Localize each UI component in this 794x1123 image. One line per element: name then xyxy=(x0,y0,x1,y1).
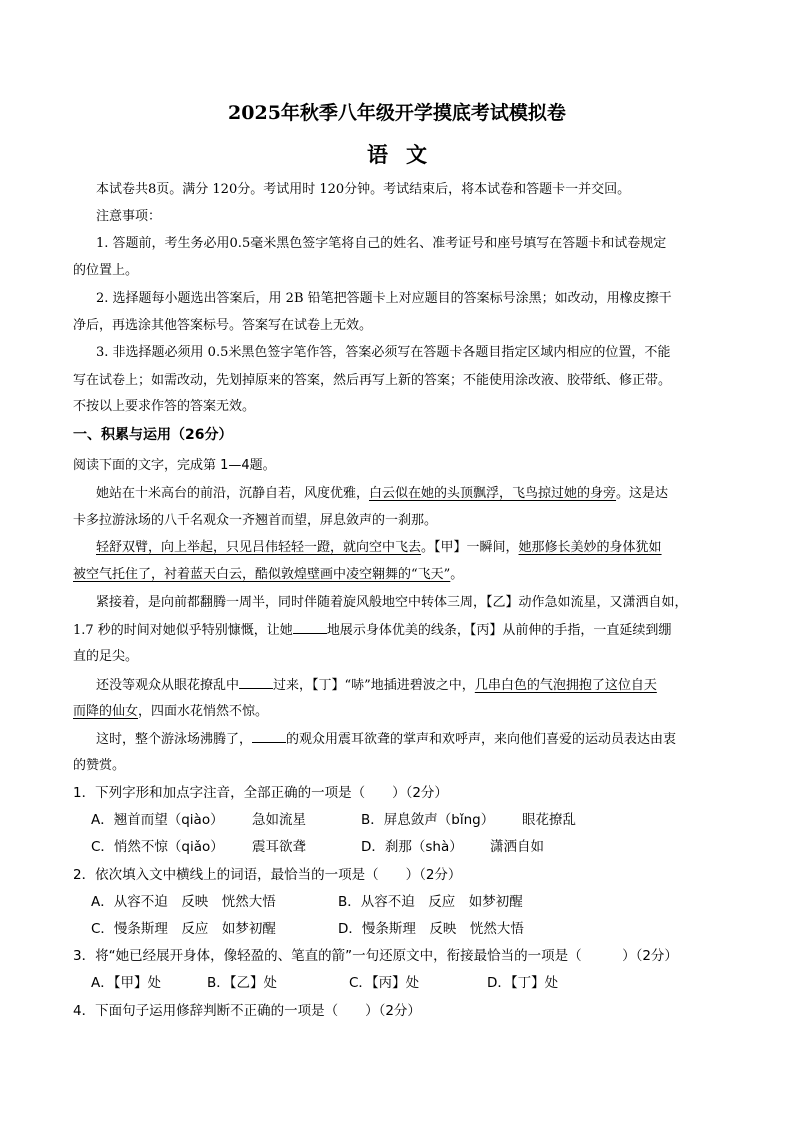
passage-text: 还没等观众从眼花撩乱中 xyxy=(96,678,240,693)
passage-p3-line-3: 直的足尖。 xyxy=(73,649,139,664)
notice-1-line-1: 1. 答题前，考生务必用0.5毫米黑色签字笔将自己的姓名、准考证号和座号填写在答题卡和试卷规定 xyxy=(96,236,667,251)
notice-2-line-2: 净后，再选涂其他答案标号。答案写在试卷上无效。 xyxy=(73,318,373,333)
passage-text: 。这是达 xyxy=(616,486,669,501)
q1-option-b-word: 眼花撩乱 xyxy=(522,812,576,828)
passage-p3-line-2 xyxy=(73,621,671,640)
q1-option-d: D．刹那（shà） xyxy=(361,839,463,855)
passage-p1-line-1 xyxy=(96,485,668,503)
passage-text: 她站在十米高台的前沿，沉静自若，风度优雅， xyxy=(96,486,370,501)
passage-p1-line-2: 卡多拉游泳场的八千名观众一齐翘首而望，屏息敛声的一刹那。 xyxy=(73,513,438,528)
q3-option-a: A．【甲】处 xyxy=(91,975,161,991)
passage-text: 这时，整个游泳场沸腾了， xyxy=(96,732,253,747)
section-heading: 一、积累与运用（26分） xyxy=(73,427,233,443)
notice-2-line-1: 2. 选择题每小题选出答案后，用 2B 铅笔把答题卡上对应题目的答案标号涂黑；如改动，用橡皮擦干 xyxy=(96,291,672,306)
passage-p2-line-2 xyxy=(73,566,463,584)
underlined-text: 白云似在她的头顶飘浮，飞鸟掠过她的身旁 xyxy=(369,486,617,501)
reading-instruction: 阅读下面的文字，完成第 1—4题。 xyxy=(73,458,276,473)
q1-option-a-word: 急如流星 xyxy=(252,812,306,828)
underlined-text: 轻舒双臂，向上举起，只见吕伟轻轻一蹬，就向空中飞去 xyxy=(96,540,422,555)
passage-text: ，四面水花悄然不惊。 xyxy=(138,704,269,719)
passage-text: 的观众用震耳欲聋的掌声和欢呼声，来向他们喜爱的运动员表达由衷 xyxy=(286,732,677,747)
passage-text: 过来，【丁】“哧”地插进碧波之中， xyxy=(273,678,475,693)
q3-option-c: C．【丙】处 xyxy=(349,975,420,991)
underlined-text: 几串白色的气泡拥抱了这位自天 xyxy=(474,678,657,693)
passage-p5-line-2: 的赞赏。 xyxy=(73,758,126,773)
passage-p5-line-1 xyxy=(96,730,676,749)
passage-p4-line-1 xyxy=(96,676,657,695)
exam-title: 2025年秋季八年级开学摸底考试模拟卷 xyxy=(228,102,566,124)
underlined-text: 被空气托住了，衬着蓝天白云，酷似敦煌壁画中凌空翱舞的“飞天” xyxy=(73,567,451,582)
passage-text: 1.7 秒的时间对她似乎特别慷慨，让她 xyxy=(73,623,293,638)
q2-option-a: A．从容不迫 反映 恍然大悟 xyxy=(91,894,276,910)
q1-option-b: B．屏息敛声（bǐng） xyxy=(361,812,495,828)
q1-option-c-word: 震耳欲聋 xyxy=(252,839,306,855)
passage-text: 。【甲】一瞬间， xyxy=(421,540,519,555)
underlined-text: 而降的仙女 xyxy=(73,704,139,719)
passage-text: 。 xyxy=(450,567,464,582)
q3-option-d: D．【丁】处 xyxy=(487,975,559,991)
subject-title: 语文 xyxy=(367,142,445,167)
q1-option-d-word: 潇洒自如 xyxy=(490,839,544,855)
passage-text: 地展示身体优美的线条，【丙】从前伸的手指，一直延续到绷 xyxy=(326,623,672,638)
passage-p3-line-1: 紧接着，是向前都翻腾一周半，同时伴随着旋风般地空中转体三周，【乙】动作急如流星，又潇洒自如， xyxy=(96,595,688,610)
underlined-text: 她那修长美妙的身体犹如 xyxy=(518,540,662,555)
notice-3-line-1: 3. 非选择题必须用 0.5米黑色签字笔作答，答案必须写在答题卡各题目指定区域内相应的位置，不能 xyxy=(96,345,671,360)
exam-intro: 本试卷共8页。满分 120分。考试用时 120分钟。考试结束后，将本试卷和答题卡一并交回。 xyxy=(96,182,631,197)
question-3-stem: 3．将“她已经展开身体，像轻盈的、笔直的箭”一句还原文中，衔接最恰当的一项是（ ）（2分） xyxy=(73,948,678,964)
notice-heading: 注意事项： xyxy=(96,209,162,224)
passage-p2-line-1 xyxy=(96,539,662,557)
notice-1-line-2: 的位置上。 xyxy=(73,263,139,278)
question-2-stem: 2．依次填入文中横线上的词语，最恰当的一项是（ ）（2分） xyxy=(73,867,462,883)
q1-option-c: C．悄然不惊（qiǎo） xyxy=(91,839,224,855)
q2-option-b: B．从容不迫 反应 如梦初醒 xyxy=(338,894,523,910)
notice-3-line-2: 写在试卷上；如需改动，先划掉原来的答案，然后再写上新的答案；不能使用涂改液、胶带纸、修正带。 xyxy=(73,373,672,388)
fill-blank-1 xyxy=(293,621,327,634)
q1-option-a: A．翘首而望（qiào） xyxy=(91,812,224,828)
notice-3-line-3: 不按以上要求作答的答案无效。 xyxy=(73,399,256,414)
passage-p4-line-2 xyxy=(73,703,268,721)
question-4-stem: 4．下面句子运用修辞判断不正确的一项是（ ）（2分） xyxy=(73,1003,421,1019)
q3-option-b: B．【乙】处 xyxy=(207,975,278,991)
q2-option-c: C．慢条斯理 反应 如梦初醒 xyxy=(91,921,276,937)
fill-blank-3 xyxy=(252,730,286,743)
q2-option-d: D．慢条斯理 反映 恍然大悟 xyxy=(338,921,524,937)
question-1-stem: 1．下列字形和加点字注音，全部正确的一项是（ ）（2分） xyxy=(73,785,448,801)
fill-blank-2 xyxy=(239,676,273,689)
